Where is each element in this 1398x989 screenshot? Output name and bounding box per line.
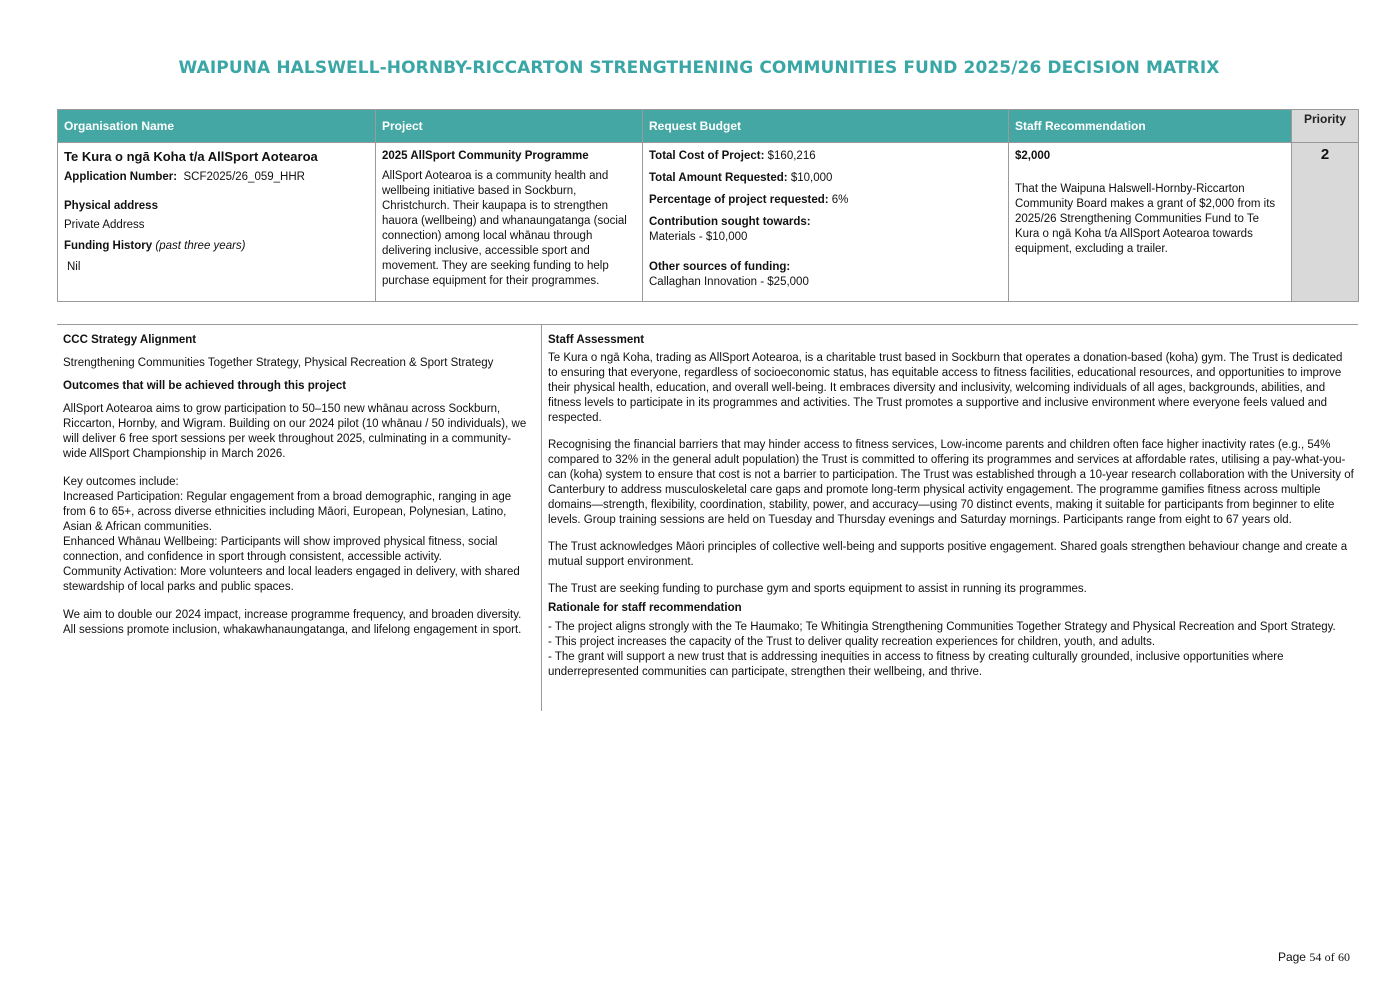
percentage-requested-value: 6% [831,194,849,206]
page-current: 54 [1309,950,1322,964]
strategy-heading: CCC Strategy Alignment [63,334,197,346]
assessment-paragraph-1: Te Kura o ngā Koha, trading as AllSport Aotearoa, is a charitable trust based in Sockburn that operates a donation-based (koha) gym. The Trust is dedicated to ensuring that everyone, regardless of socioeconomic status, has equitable access to fitness facilities, educational resources, and opportunities to improve their physical health, education, and overall well-being. It embraces diversity and inclusivity, welcoming individuals of all ages, backgrounds, abilities, and fitness levels to participate in its programmes and activities. The Trust promotes a supportive and inclusive environment where everyone feels valued and respected. [548,352,1343,424]
amount-requested-label: Total Amount Requested: [649,172,788,184]
amount-requested [649,171,1002,186]
project-title: 2025 AllSport Community Programme [382,150,589,162]
total-cost-value: $160,216 [767,150,816,162]
recommended-amount: $2,000 [1015,150,1051,162]
recommendation-text: That the Waipuna Halswell-Hornby-Riccarton Community Board makes a grant of $2,000 from its 2025/26 Strengthening Communities Fund to Te Kura o ngā Koha t/a AllSport Aotearoa towards equipment, excluding a trailer. [1015,183,1276,255]
assessment-paragraph-2: Recognising the financial barriers that may hinder access to fitness services, Low-income parents and children often face higher inactivity rates (e.g., 54% compared to 32% in the general adult population) the Trust is committed to offering its programmes and services at affordable rates, utilising a pay-what-you-can (koha) system to ensure that cost is not a barrier to participation. The Trust was established through a 10-year research collaboration with the University of Canterbury to address musculoskeletal care gaps and promote long-term physical activity engagement. The programme gamifies fitness across multiple domains—strength, flexibility, coordination, stability, power, and accuracy—using 70 distinct events, making it suitable for participants from beginner to elite levels. Group training sessions are held on Tuesday and Thursday evenings and Saturday mornings. Participants range from eight to 67 years old. [548,439,1354,526]
key-outcome-participation: Increased Participation: Regular engagement from a broad demographic, ranging in age from 6 to 65+, across diverse ethnicities including Māori, European, Polynesian, Latino, Asian & African communities. [63,491,512,533]
funding-history-value: Nil [67,261,81,273]
outcomes-heading: Outcomes that will be achieved through this project [63,380,347,392]
percentage-requested-label: Percentage of project requested: [649,194,829,206]
key-outcome-activation: Community Activation: More volunteers and local leaders engaged in delivery, with shared stewardship of local parks and public spaces. [63,566,520,593]
header-project: Project [376,110,643,143]
outcomes-paragraph-3: We aim to double our 2024 impact, increase programme frequency, and broaden diversity. All sessions promote inclusion, whakawhanaungatanga, and lifelong engagement in sport. [63,609,522,636]
application-number-label: Application Number: [64,171,178,183]
physical-address-value: Private Address [64,219,145,231]
funding-history-note: (past three years) [155,240,246,252]
page-number [1278,950,1350,965]
staff-recommendation-cell [1009,143,1292,302]
other-funding-label: Other sources of funding: [649,261,791,273]
table-header-row [58,110,1359,143]
assessment-paragraph-3: The Trust acknowledges Māori principles of collective well-being and supports positive engagement. Shared goals strengthen behaviour change and create a mutual support environment. [548,541,1348,568]
assessment-paragraph-4: The Trust are seeking funding to purchase gym and sports equipment to assist in running its programmes. [548,583,1087,595]
page-of-word: of [1324,950,1335,964]
header-organisation-name: Organisation Name [58,110,376,143]
outcomes-paragraph-1: AllSport Aotearoa aims to grow participation to 50–150 new whānau across Sockburn, Riccarton, Hornby, and Wigram. Building on our 2024 pilot (10 whānau / 50 individuals), we will deliver 6 free sport sessions per week throughout 2025, culminating in a community-wide AllSport Championship in March 2026. [63,403,527,460]
header-priority: Priority [1292,110,1359,143]
page-title: WAIPUNA HALSWELL-HORNBY-RICCARTON STRENGTHENING COMMUNITIES FUND 2025/26 DECISION MATRIX [178,58,1220,78]
strategy-column [63,333,533,646]
amount-requested-value: $10,000 [790,172,833,184]
key-outcomes-intro: Key outcomes include: [63,476,179,488]
organisation-name: Te Kura o ngā Koha t/a AllSport Aotearoa [64,149,318,164]
application-number [64,170,369,185]
page-total: 60 [1338,950,1350,964]
application-number-value: SCF2025/26_059_HHR [183,171,305,183]
assessment-section [57,324,1358,711]
header-request-budget: Request Budget [643,110,1009,143]
project-description: AllSport Aotearoa is a community health and wellbeing initiative based in Sockburn, Christchurch. Their kaupapa is to strengthen hauora (wellbeing) and whanaungatanga (social connection) among local whānau through delivering inclusive, accessible sport and movement. They are seeking funding to help purchase equipment for their programmes. [382,170,627,287]
total-cost-label: Total Cost of Project: [649,150,765,162]
contribution-value: Materials - $10,000 [649,231,748,243]
key-outcome-wellbeing: Enhanced Whānau Wellbeing: Participants will show improved physical fitness, social connection, and confidence in sport through consistent, accessible activity. [63,536,498,563]
strategy-text: Strengthening Communities Together Strategy, Physical Recreation & Sport Strategy [63,357,494,369]
funding-history-label: Funding History [64,240,153,252]
funding-history [64,239,369,254]
project-cell [376,143,643,302]
rationale-point-3: - The grant will support a new trust that is addressing inequities in access to fitness by creating culturally grounded, inclusive opportunities where underrepresented communities can participate, strengthen their wellbeing, and thrive. [548,651,1284,678]
budget-cell [643,143,1009,302]
page-word: Page [1277,950,1306,964]
staff-assessment-column [541,325,1359,711]
priority-value: 2 [1292,143,1359,302]
decision-matrix-table [57,109,1359,302]
table-row [58,143,1359,302]
rationale-heading: Rationale for staff recommendation [548,602,742,614]
rationale-point-1: - The project aligns strongly with the Te Haumako; Te Whitingia Strengthening Communities Together Strategy and Physical Recreation and Sport Strategy. [548,621,1336,633]
total-cost [649,149,1002,164]
percentage-requested [649,193,1002,208]
rationale-point-2: - This project increases the capacity of the Trust to deliver quality recreation experiences for children, youth, and adults. [548,636,1156,648]
staff-assessment-heading: Staff Assessment [548,334,645,346]
physical-address-label: Physical address [64,200,158,212]
organisation-cell [58,143,376,302]
other-funding-value: Callaghan Innovation - $25,000 [649,276,809,288]
contribution-label: Contribution sought towards: [649,216,811,228]
header-staff-recommendation: Staff Recommendation [1009,110,1292,143]
